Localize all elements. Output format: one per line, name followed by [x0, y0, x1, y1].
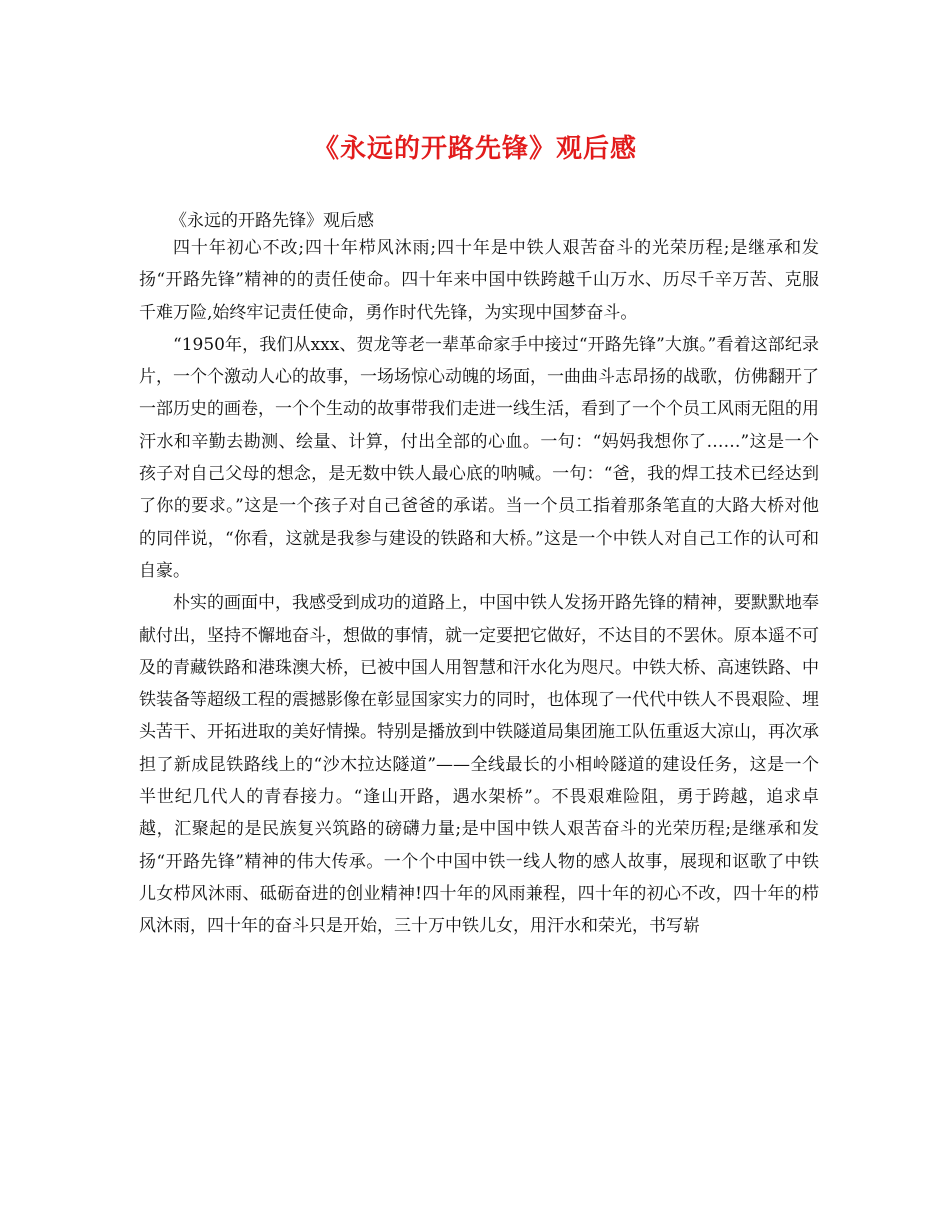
paragraph-2: “1950年，我们从xxx、贺龙等老一辈革命家手中接过“开路先锋”大旗。”看着这部纪录片，一个个激动人心的故事，一场场惊心动魄的场面，一曲曲斗志昂扬的战歌，仿佛翻开了一部历史的画卷，一个个生动的故事带我们走进一线生活，看到了一个个员工风雨无阻的用汗水和辛勤去勘测、绘量、计算，付出全部的心血。一句：“妈妈我想你了……”这是一个孩子对自己父母的想念，是无数中铁人最心底的呐喊。一句：“爸，我的焊工技术已经达到了你的要求。”这是一个孩子对自己爸爸的承诺。当一个员工指着那条笔直的大路大桥对他的同伴说，“你看，这就是我参与建设的铁路和大桥。”这是一个中铁人对自己工作的认可和自豪。 — [139, 334, 819, 581]
document-title: 《永远的开路先锋》观后感 — [312, 134, 637, 164]
document-body — [139, 232, 819, 943]
paragraph-1: 四十年初心不改;四十年栉风沐雨;四十年是中铁人艰苦奋斗的光荣历程;是继承和发扬“开路先锋”精神的的责任使命。四十年来中国中铁跨越千山万水、历尽千辛万苦、克服千难万险,始终牢记责任使命，勇作时代先锋，为实现中国梦奋斗。 — [139, 238, 819, 323]
paragraph-3: 朴实的画面中，我感受到成功的道路上，中国中铁人发扬开路先锋的精神，要默默地奉献付出，坚持不懈地奋斗，想做的事情，就一定要把它做好，不达目的不罢休。原本遥不可及的青藏铁路和港珠澳大桥，已被中国人用智慧和汗水化为咫尺。中铁大桥、高速铁路、中铁装备等超级工程的震撼影像在彰显国家实力的同时，也体现了一代代中铁人不畏艰险、埋头苦干、开拓进取的美好情操。特别是播放到中铁隧道局集团施工队伍重返大凉山，再次承担了新成昆铁路线上的“沙木拉达隧道”——全线最长的小相岭隧道的建设任务，这是一个半世纪几代人的青春接力。“逢山开路，遇水架桥”。不畏艰难险阻，勇于跨越，追求卓越，汇聚起的是民族复兴筑路的磅礴力量;是中国中铁人艰苦奋斗的光荣历程;是继承和发扬“开路先锋”精神的伟大传承。一个个中国中铁一线人物的感人故事，展现和讴歌了中铁儿女栉风沐雨、砥砺奋进的创业精神!四十年的风雨兼程，四十年的初心不改，四十年的栉风沐雨，四十年的奋斗只是开始，三十万中铁儿女，用汗水和荣光，书写崭 — [139, 593, 819, 937]
document-subtitle: 《永远的开路先锋》观后感 — [170, 211, 374, 231]
